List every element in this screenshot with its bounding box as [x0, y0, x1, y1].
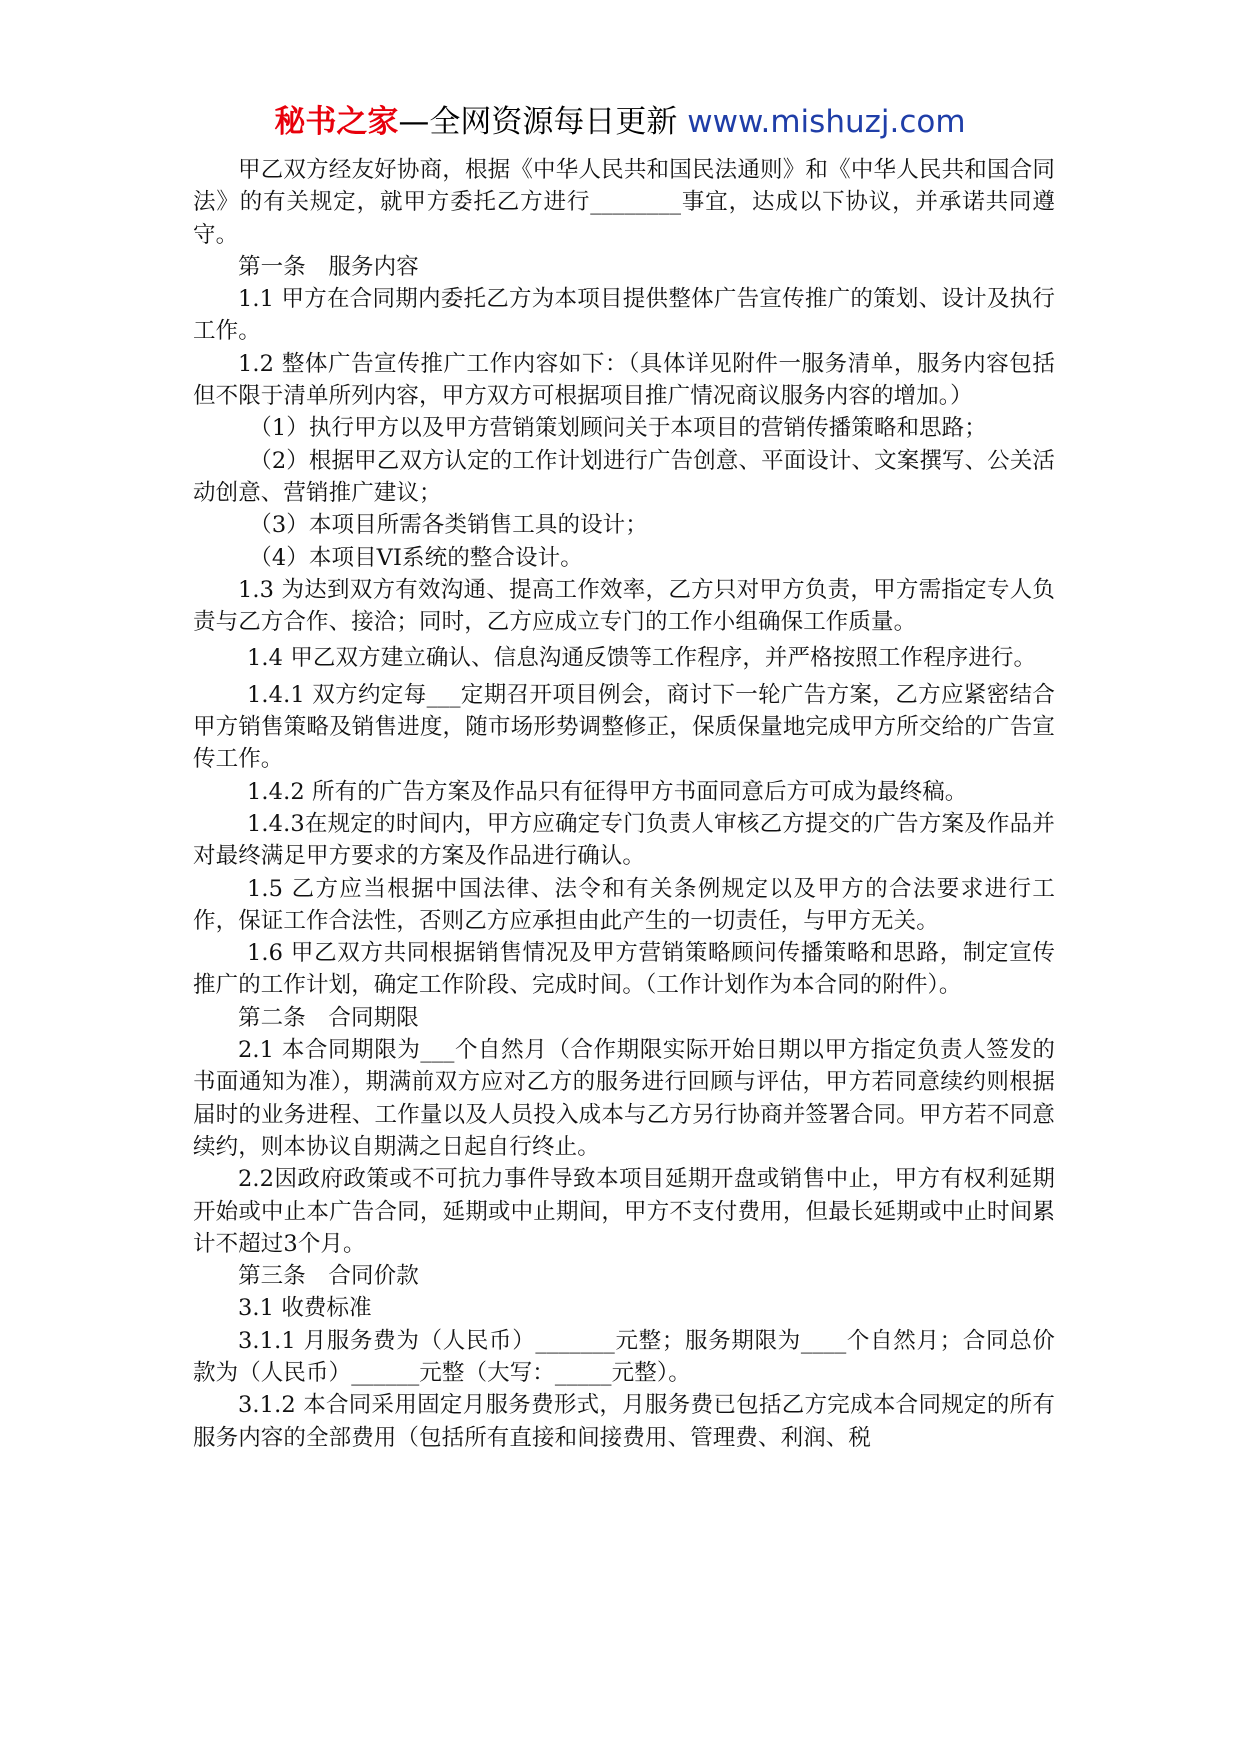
header-slogan: —全网资源每日更新 — [398, 104, 678, 140]
clause-1-2: 1.2 整体广告宣传推广工作内容如下：（具体详见附件一服务清单，服务内容包括但不限于清单所列内容，甲方双方可根据项目推广情况商议服务内容的增加。） — [193, 350, 1055, 410]
header-brand: 秘书之家 — [274, 104, 399, 140]
clause-2-2: 2.2因政府政策或不可抗力事件导致本项目延期开盘或销售中止，甲方有权利延期开始或中止本广告合同，延期或中止期间，甲方不支付费用，但最长延期或中止时间累计不超过3个月。 — [193, 1166, 1055, 1257]
clause-3-1-2: 3.1.2 本合同采用固定月服务费形式，月服务费已包括乙方完成本合同规定的所有服务内容的全部费用（包括所有直接和间接费用、管理费、利润、税 — [193, 1392, 1055, 1451]
clause-1-1: 1.1 甲方在合同期内委托乙方为本项目提供整体广告宣传推广的策划、设计及执行工作。 — [193, 286, 1055, 345]
clause-1-2-item-4: （4）本项目VI系统的整合设计。 — [249, 544, 583, 571]
intro-paragraph: 甲乙双方经友好协商，根据《中华人民共和国民法通则》和《中华人民共和国合同法》的有关规定，就甲方委托乙方进行________事宜，达成以下协议，并承诺共同遵守。 — [193, 157, 1055, 248]
clause-2-1: 2.1 本合同期限为___个自然月（合作期限实际开始日期以甲方指定负责人签发的书面通知为准），期满前双方应对乙方的服务进行回顾与评估，甲方若同意续约则根据届时的业务进程、工作量以及人员投入成本与乙方另行协商并签署合同。甲方若不同意续约，则本协议自期满之日起自行终止。 — [193, 1037, 1055, 1160]
section-heading-1: 第一条 服务内容 — [238, 253, 419, 280]
section-heading-2: 第二条 合同期限 — [238, 1004, 419, 1031]
clause-1-2-item-2: （2）根据甲乙双方认定的工作计划进行广告创意、平面设计、文案撰写、公关活动创意、营销推广建议； — [193, 447, 1055, 506]
clause-1-3: 1.3 为达到双方有效沟通、提高工作效率，乙方只对甲方负责，甲方需指定专人负责与乙方合作、接洽；同时，乙方应成立专门的工作小组确保工作质量。 — [193, 576, 1055, 636]
clause-3-1-1: 3.1.1 月服务费为（人民币）_______元整；服务期限为____个自然月；合同总价款为（人民币）______元整（大写：_____元整）。 — [193, 1327, 1055, 1386]
clause-1-6: 1.6 甲乙双方共同根据销售情况及甲方营销策略顾问传播策略和思路，制定宣传推广的工作计划，确定工作阶段、完成时间。（工作计划作为本合同的附件）。 — [193, 940, 1055, 999]
header-url-link[interactable]: www.mishuzj.com — [687, 104, 966, 140]
clause-3-1: 3.1 收费标准 — [238, 1295, 372, 1322]
section-heading-3: 第三条 合同价款 — [238, 1263, 419, 1290]
clause-1-4-1: 1.4.1 双方约定每___定期召开项目例会，商讨下一轮广告方案，乙方应紧密结合甲方销售策略及销售进度，随市场形势调整修正，保质保量地完成甲方所交给的广告宣传工作。 — [193, 681, 1055, 773]
clause-1-5: 1.5 乙方应当根据中国法律、法令和有关条例规定以及甲方的合法要求进行工作，保证工作合法性，否则乙方应承担由此产生的一切责任，与甲方无关。 — [193, 875, 1055, 934]
clause-1-2-item-3: （3）本项目所需各类销售工具的设计； — [249, 512, 648, 539]
clause-1-4-2: 1.4.2 所有的广告方案及作品只有征得甲方书面同意后方可成为最终稿。 — [247, 778, 968, 805]
page-header — [0, 100, 1240, 144]
clause-1-4: 1.4 甲乙双方建立确认、信息沟通反馈等工作程序，并严格按照工作程序进行。 — [247, 645, 1037, 672]
clause-1-4-3: 1.4.3在规定的时间内，甲方应确定专门负责人审核乙方提交的广告方案及作品并对最终满足甲方要求的方案及作品进行确认。 — [193, 810, 1055, 870]
clause-1-2-item-1: （1）执行甲方以及甲方营销策划顾问关于本项目的营销传播策略和思路； — [249, 415, 987, 442]
contract-body — [193, 154, 1055, 1454]
